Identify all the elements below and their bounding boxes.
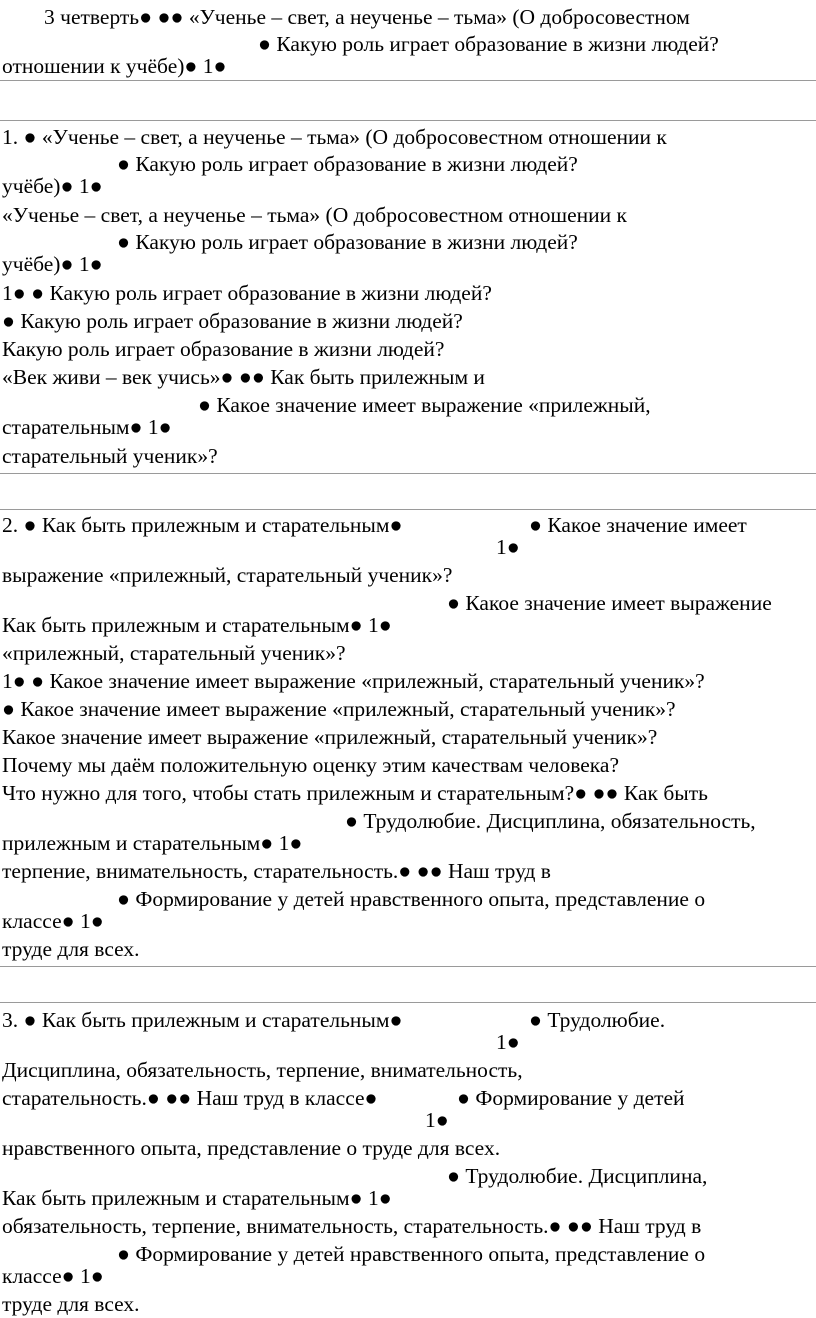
section2-line: терпение, внимательность, старательность.● ●● Наш труд в: [2, 859, 551, 883]
section1-line: старательным● 1●: [2, 415, 172, 439]
section3-line: Как быть прилежным и старательным● 1●: [2, 1186, 392, 1210]
section2-line: классе● 1●: [2, 909, 104, 933]
divider: [0, 966, 816, 967]
section2-line: труде для всех.: [2, 937, 140, 961]
section1-line: учёбе)● 1●: [2, 252, 103, 276]
section3-line: 3. ● Как быть прилежным и старательным●: [2, 1008, 403, 1032]
section2-line: 2. ● Как быть прилежным и старательным●: [2, 513, 403, 537]
section1-line: учёбе)● 1●: [2, 174, 103, 198]
section2-line: ● Трудолюбие. Дисциплина, обязательность,: [345, 809, 756, 833]
section2-line: Почему мы даём положительную оценку этим качествам человека?: [2, 753, 619, 777]
divider: [0, 120, 816, 121]
section1-line: ● Какое значение имеет выражение «прилежный,: [198, 393, 651, 417]
section3-line: старательность.● ●● Наш труд в классе●: [2, 1086, 378, 1110]
section3-line: Дисциплина, обязательность, терпение, внимательность,: [2, 1058, 523, 1082]
section3-line: 1●: [496, 1030, 520, 1054]
section2-line: прилежным и старательным● 1●: [2, 831, 303, 855]
header-line-2: ● Какую роль играет образование в жизни людей?: [258, 32, 719, 56]
section2-line: ● Какое значение имеет выражение «прилежный, старательный ученик»?: [2, 697, 676, 721]
section1-line: старательный ученик»?: [2, 444, 218, 468]
section1-line: «Ученье – свет, а неученье – тьма» (О добросовестном отношении к: [2, 203, 627, 227]
section2-line: ● Какое значение имеет выражение: [447, 591, 772, 615]
section2-line: 1● ● Какое значение имеет выражение «прилежный, старательный ученик»?: [2, 669, 705, 693]
divider: [0, 1002, 816, 1003]
header-line-3: отношении к учёбе)● 1●: [2, 54, 227, 78]
section3-line: нравственного опыта, представление о труде для всех.: [2, 1136, 501, 1160]
section2-line: выражение «прилежный, старательный ученик»?: [2, 563, 453, 587]
section1-line: «Век живи – век учись»● ●● Как быть прилежным и: [2, 365, 485, 389]
section2-line: ● Формирование у детей нравственного опыта, представление о: [117, 887, 706, 911]
section3-line: ● Трудолюбие. Дисциплина,: [447, 1164, 708, 1188]
section2-line: «прилежный, старательный ученик»?: [2, 641, 346, 665]
divider: [0, 473, 816, 474]
section2-line: Как быть прилежным и старательным● 1●: [2, 613, 392, 637]
section1-line: ● Какую роль играет образование в жизни людей?: [117, 230, 578, 254]
section3-line: классе● 1●: [2, 1264, 104, 1288]
divider: [0, 80, 816, 81]
section2-line: ● Какое значение имеет: [529, 513, 747, 537]
section3-line: 1●: [425, 1108, 449, 1132]
section3-line: ● Формирование у детей: [457, 1086, 685, 1110]
section1-line: 1. ● «Ученье – свет, а неученье – тьма» (О добросовестном отношении к: [2, 125, 667, 149]
section3-line: обязательность, терпение, внимательность, старательность.● ●● Наш труд в: [2, 1214, 702, 1238]
section1-line: Какую роль играет образование в жизни людей?: [2, 337, 445, 361]
section1-line: 1● ● Какую роль играет образование в жизни людей?: [2, 281, 492, 305]
divider: [0, 509, 816, 510]
section2-line: 1●: [496, 535, 520, 559]
section3-line: ● Трудолюбие.: [529, 1008, 666, 1032]
header-line-1: 3 четверть● ●● «Ученье – свет, а неученье – тьма» (О добросовестном: [44, 5, 690, 29]
section2-line: Какое значение имеет выражение «прилежный, старательный ученик»?: [2, 725, 658, 749]
section1-line: ● Какую роль играет образование в жизни людей?: [2, 309, 463, 333]
section2-line: Что нужно для того, чтобы стать прилежным и старательным?● ●● Как быть: [2, 781, 708, 805]
section3-line: ● Формирование у детей нравственного опыта, представление о: [117, 1242, 706, 1266]
section1-line: ● Какую роль играет образование в жизни людей?: [117, 152, 578, 176]
section3-line: труде для всех.: [2, 1292, 140, 1316]
